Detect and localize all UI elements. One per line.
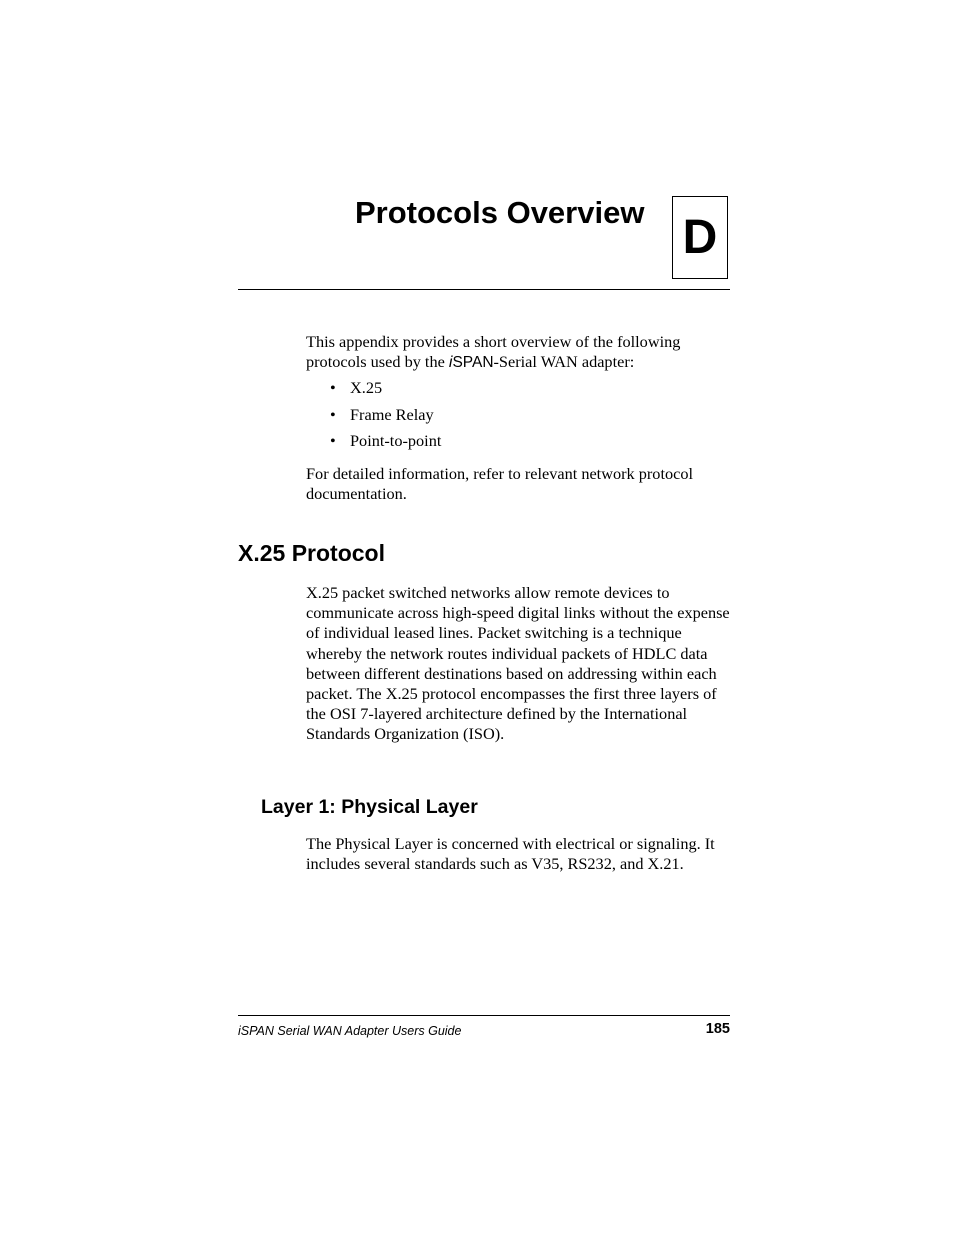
intro-text-end: -Serial WAN adapter: bbox=[493, 352, 635, 372]
appendix-letter-box bbox=[672, 196, 728, 279]
brand-name: SPAN bbox=[452, 354, 494, 372]
brand-italic-letter: i bbox=[448, 354, 453, 372]
protocol-list bbox=[330, 377, 441, 457]
footer-divider bbox=[238, 1015, 730, 1016]
x25-paragraph: X.25 packet switched networks allow remote devices to communicate across high-speed digital links without the expense of individual leased lines. Packet switching is a technique whereby the network routes individual packets of HDLC data between different destinations based on addressing within each packet. The X.25 protocol encompasses the first three layers of the OSI 7-layered architecture defined by the International Standards Organization (ISO). bbox=[306, 583, 730, 744]
subsection-heading-layer1: Layer 1: Physical Layer bbox=[261, 796, 478, 818]
intro-text-start: This appendix provides a short overview of the following protocols used by the bbox=[306, 332, 681, 372]
section-heading-x25: X.25 Protocol bbox=[238, 540, 385, 566]
layer1-paragraph: The Physical Layer is concerned with electrical or signaling. It includes several standards such as V35, RS232, and X.21. bbox=[306, 834, 715, 874]
intro-paragraph bbox=[306, 332, 730, 373]
title-divider bbox=[238, 289, 730, 290]
bullet-icon: • bbox=[330, 431, 336, 450]
list-item bbox=[330, 377, 441, 404]
appendix-letter: D bbox=[682, 210, 718, 264]
bullet-icon: • bbox=[330, 404, 336, 424]
list-item-label: X.25 bbox=[350, 378, 383, 397]
bullet-icon: • bbox=[330, 378, 336, 397]
list-item bbox=[330, 430, 441, 457]
list-item-label: Frame Relay bbox=[350, 404, 434, 424]
page-title: Protocols Overview bbox=[355, 195, 645, 230]
list-item-label: Point-to-point bbox=[350, 431, 442, 450]
list-item bbox=[330, 404, 441, 431]
footer-book-title: iSPAN Serial WAN Adapter Users Guide bbox=[238, 1024, 462, 1038]
detail-paragraph: For detailed information, refer to relevant network protocol documentation. bbox=[306, 464, 693, 504]
page-number: 185 bbox=[705, 1021, 730, 1037]
